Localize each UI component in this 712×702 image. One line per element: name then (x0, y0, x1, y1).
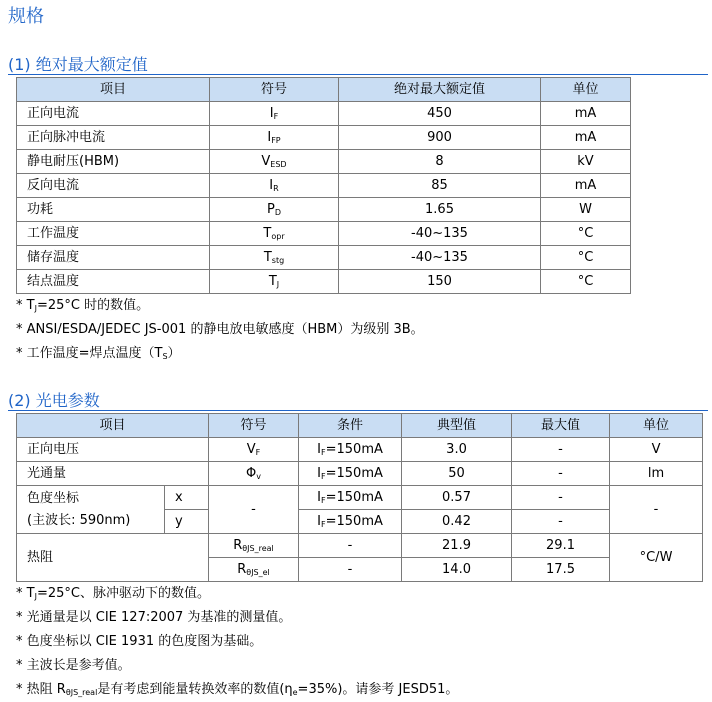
section-title-electro: (2) 光电参数 (8, 391, 100, 410)
cell-symbol: $I_R$ (210, 174, 339, 198)
abs-max-notes (16, 294, 424, 366)
table-row (17, 126, 631, 150)
cell-unit: °C (541, 270, 631, 294)
cell-item: 光通量 (17, 462, 209, 486)
cell-symbol: $T_{stg}$ (210, 246, 339, 270)
cell-typical: 3.0 (402, 438, 512, 462)
header-max: 最大值 (512, 414, 610, 438)
header-item: 项目 (17, 78, 210, 102)
note-line: * 工作温度=焊点温度$(T_S)$ (16, 346, 181, 361)
cell-typical: 14.0 (402, 558, 512, 582)
electro-notes (16, 582, 458, 702)
cell-item: 正向电压 (17, 438, 209, 462)
cell-rating: 1.65 (339, 198, 541, 222)
cell-typical: 50 (402, 462, 512, 486)
cell-axis-x: x (165, 486, 209, 510)
cell-item (17, 486, 165, 534)
cell-symbol: $V_F$ (209, 438, 299, 462)
cell-unit: °C (541, 222, 631, 246)
cell-typical: 0.42 (402, 510, 512, 534)
cell-item: 储存温度 (17, 246, 210, 270)
cell-condition: - (299, 534, 402, 558)
cell-symbol: $I_{FP}$ (210, 126, 339, 150)
cell-symbol: $R_{\theta JS\_real}$ (209, 534, 299, 558)
cell-condition: $I_F=150mA$ (299, 462, 402, 486)
cell-symbol: $I_F$ (210, 102, 339, 126)
cell-max: - (512, 438, 610, 462)
note-line: * 主波长是参考值。 (16, 658, 131, 673)
cell-rating: 450 (339, 102, 541, 126)
cell-unit: °C (541, 246, 631, 270)
cell-unit: kV (541, 150, 631, 174)
note-line: * 热阻 $R_{\theta JS\_real}$是有考虑到能量转换效率的数值$(\eta_e=35\%)$。请参考 JESD51。 (16, 682, 459, 697)
table-header-row (17, 78, 631, 102)
cell-item: 工作温度 (17, 222, 210, 246)
cell-condition: $I_F=150mA$ (299, 438, 402, 462)
cell-item: 正向电流 (17, 102, 210, 126)
cell-unit: W (541, 198, 631, 222)
table-row-forward-voltage (17, 438, 703, 462)
table-row-chromaticity-x (17, 486, 703, 510)
header-item: 项目 (17, 414, 209, 438)
cell-rating: -40~135 (339, 222, 541, 246)
electro-table (16, 413, 703, 582)
header-unit: 单位 (610, 414, 703, 438)
cell-condition: $I_F=150mA$ (299, 486, 402, 510)
header-symbol: 符号 (209, 414, 299, 438)
page-title: 规格 (8, 6, 44, 27)
cell-max: - (512, 486, 610, 510)
cell-symbol: $R_{\theta JS\_el}$ (209, 558, 299, 582)
cell-symbol: $V_{ESD}$ (210, 150, 339, 174)
cell-condition: $I_F=150mA$ (299, 510, 402, 534)
table-row (17, 174, 631, 198)
cell-max: - (512, 510, 610, 534)
abs-max-table (16, 77, 631, 294)
section-title-abs-max: (1) 绝对最大额定值 (8, 55, 148, 74)
header-typical: 典型值 (402, 414, 512, 438)
cell-item: 静电耐压(HBM) (17, 150, 210, 174)
note-line: * 光通量是以 CIE 127:2007 为基准的测量值。 (16, 610, 292, 625)
cell-unit: °C/W (610, 534, 703, 582)
cell-symbol: $T_J$ (210, 270, 339, 294)
cell-unit: V (610, 438, 703, 462)
section-divider (8, 74, 708, 75)
note-line: * $T_J=25^\circ C$、脉冲驱动下的数值。 (16, 586, 210, 601)
cell-typical: 21.9 (402, 534, 512, 558)
note-line: * $T_J=25^\circ C$ 时的数值。 (16, 298, 150, 313)
cell-symbol: - (209, 486, 299, 534)
header-rating: 绝对最大额定值 (339, 78, 541, 102)
cell-rating: 85 (339, 174, 541, 198)
cell-unit: mA (541, 174, 631, 198)
cell-axis-y: y (165, 510, 209, 534)
table-row-luminous-flux (17, 462, 703, 486)
cell-item: 正向脉冲电流 (17, 126, 210, 150)
cell-symbol: $T_{opr}$ (210, 222, 339, 246)
table-row (17, 150, 631, 174)
cell-symbol: $P_D$ (210, 198, 339, 222)
note-line: * ANSI/ESDA/JEDEC JS-001 的静电放电敏感度（HBM）为级别 3B。 (16, 322, 424, 337)
cell-rating: 150 (339, 270, 541, 294)
cell-unit: mA (541, 102, 631, 126)
cell-rating: 900 (339, 126, 541, 150)
cell-unit: - (610, 486, 703, 534)
table-row (17, 270, 631, 294)
header-symbol: 符号 (210, 78, 339, 102)
cell-rating: -40~135 (339, 246, 541, 270)
table-row-thermal-real (17, 534, 703, 558)
cell-unit: lm (610, 462, 703, 486)
chroma-wavelength: (主波长: 590nm) (27, 512, 131, 528)
cell-symbol: $\Phi_v$ (209, 462, 299, 486)
cell-item: 反向电流 (17, 174, 210, 198)
cell-max: 29.1 (512, 534, 610, 558)
table-row (17, 198, 631, 222)
cell-item: 结点温度 (17, 270, 210, 294)
table-row (17, 246, 631, 270)
section-divider (8, 410, 708, 411)
cell-condition: - (299, 558, 402, 582)
cell-item: 热阻 (17, 534, 209, 582)
header-unit: 单位 (541, 78, 631, 102)
cell-item: 功耗 (17, 198, 210, 222)
cell-unit: mA (541, 126, 631, 150)
header-condition: 条件 (299, 414, 402, 438)
table-header-row (17, 414, 703, 438)
cell-max: - (512, 462, 610, 486)
cell-max: 17.5 (512, 558, 610, 582)
chroma-label: 色度坐标 (27, 490, 80, 506)
table-row (17, 222, 631, 246)
note-line: * 色度坐标以 CIE 1931 的色度图为基础。 (16, 634, 263, 649)
cell-typical: 0.57 (402, 486, 512, 510)
table-row (17, 102, 631, 126)
cell-rating: 8 (339, 150, 541, 174)
